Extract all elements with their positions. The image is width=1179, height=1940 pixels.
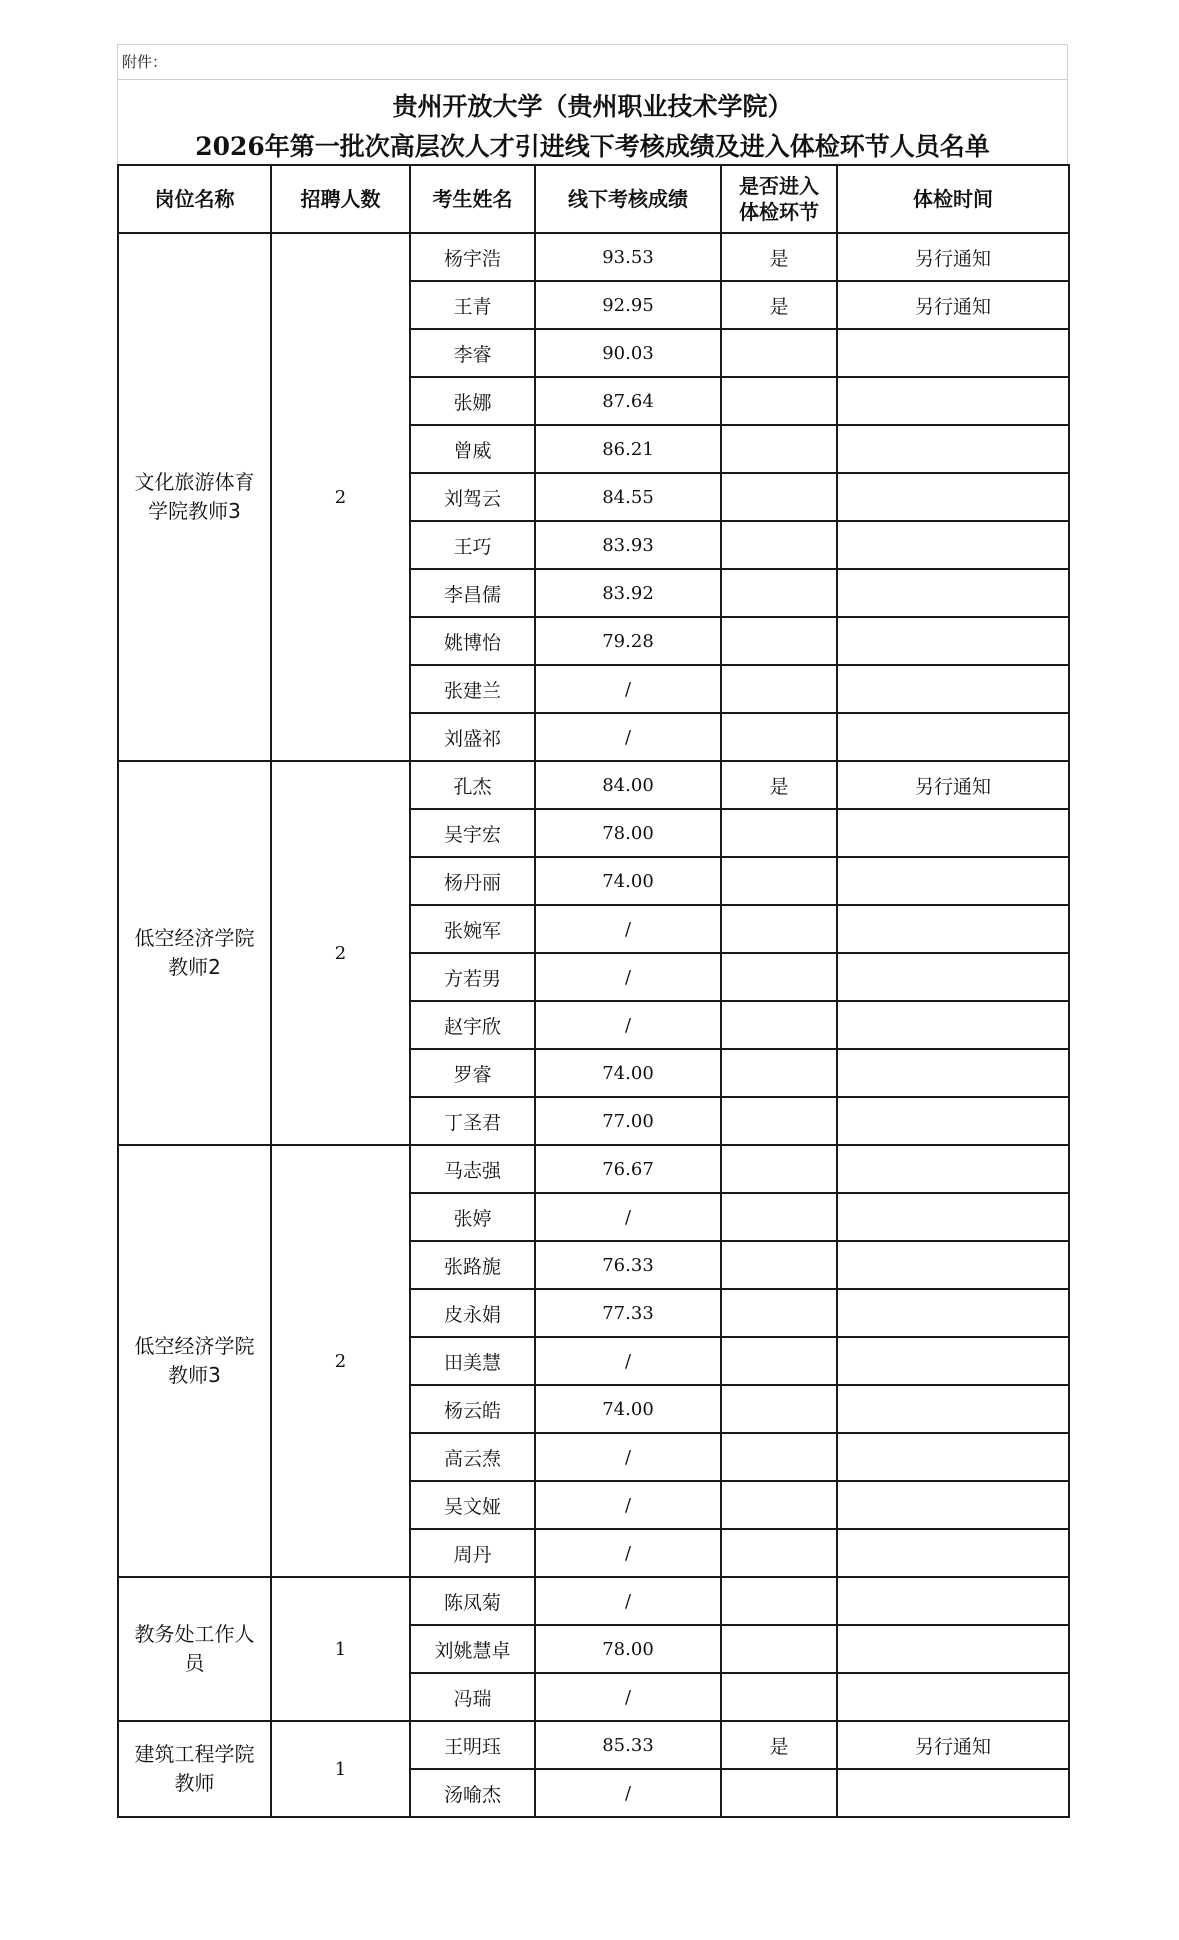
candidate-name: 刘盛祁 — [410, 713, 535, 761]
candidate-name: 吴文娅 — [410, 1481, 535, 1529]
candidate-name: 杨丹丽 — [410, 857, 535, 905]
col-header-quota: 招聘人数 — [271, 165, 410, 233]
exam-time-cell — [837, 1097, 1069, 1145]
exam-time-cell — [837, 665, 1069, 713]
col-header-exam-time: 体检时间 — [837, 165, 1069, 233]
exam-time-cell — [837, 521, 1069, 569]
position-name: 教务处工作人员 — [134, 1622, 255, 1675]
document — [117, 44, 1068, 1818]
enter-exam-cell — [721, 329, 837, 377]
candidate-name: 田美慧 — [410, 1337, 535, 1385]
score-cell: 74.00 — [535, 1385, 721, 1433]
score-cell: 77.33 — [535, 1289, 721, 1337]
col-header-position: 岗位名称 — [118, 165, 271, 233]
table-row — [118, 1721, 1069, 1769]
enter-exam-cell — [721, 569, 837, 617]
position-cell — [118, 233, 271, 761]
candidate-name: 张娜 — [410, 377, 535, 425]
candidate-name: 汤喻杰 — [410, 1769, 535, 1817]
enter-exam-cell — [721, 1481, 837, 1529]
score-cell: 93.53 — [535, 233, 721, 281]
position-name: 低空经济学院教师3 — [134, 1334, 255, 1387]
score-cell: / — [535, 1529, 721, 1577]
candidate-name: 高云焘 — [410, 1433, 535, 1481]
exam-time-cell — [837, 1001, 1069, 1049]
score-cell: / — [535, 953, 721, 1001]
enter-exam-cell — [721, 953, 837, 1001]
score-cell: / — [535, 1337, 721, 1385]
score-cell: 74.00 — [535, 857, 721, 905]
exam-time-cell — [837, 1673, 1069, 1721]
enter-exam-cell — [721, 1529, 837, 1577]
exam-time-cell — [837, 473, 1069, 521]
exam-time-cell — [837, 713, 1069, 761]
score-cell: / — [535, 905, 721, 953]
position-cell — [118, 1145, 271, 1577]
quota-cell: 1 — [271, 1577, 410, 1721]
quota-cell: 2 — [271, 761, 410, 1145]
exam-time-cell — [837, 1433, 1069, 1481]
candidate-name: 吴宇宏 — [410, 809, 535, 857]
candidate-name: 曾威 — [410, 425, 535, 473]
exam-time-cell: 另行通知 — [837, 761, 1069, 809]
enter-exam-cell — [721, 1001, 837, 1049]
candidate-name: 马志强 — [410, 1145, 535, 1193]
candidate-name: 杨宇浩 — [410, 233, 535, 281]
position-name: 建筑工程学院教师 — [134, 1742, 255, 1795]
exam-time-cell — [837, 1481, 1069, 1529]
candidate-name: 张婉军 — [410, 905, 535, 953]
enter-exam-cell — [721, 1625, 837, 1673]
position-name: 文化旅游体育学院教师3 — [134, 470, 255, 523]
exam-time-cell — [837, 1049, 1069, 1097]
exam-time-cell — [837, 905, 1069, 953]
exam-time-cell — [837, 1289, 1069, 1337]
score-cell: 92.95 — [535, 281, 721, 329]
enter-exam-cell: 是 — [721, 761, 837, 809]
table-row — [118, 1145, 1069, 1193]
table-body — [118, 233, 1069, 1817]
table-row — [118, 233, 1069, 281]
score-cell: / — [535, 1481, 721, 1529]
enter-exam-cell: 是 — [721, 233, 837, 281]
position-cell — [118, 1577, 271, 1721]
score-cell: 87.64 — [535, 377, 721, 425]
enter-exam-cell — [721, 1145, 837, 1193]
enter-exam-cell — [721, 425, 837, 473]
exam-time-cell — [837, 1769, 1069, 1817]
enter-exam-cell — [721, 857, 837, 905]
enter-exam-cell — [721, 1337, 837, 1385]
enter-exam-cell — [721, 713, 837, 761]
score-cell: 77.00 — [535, 1097, 721, 1145]
enter-exam-cell — [721, 473, 837, 521]
score-cell: 83.92 — [535, 569, 721, 617]
score-cell: / — [535, 665, 721, 713]
candidate-name: 李昌儒 — [410, 569, 535, 617]
enter-exam-cell — [721, 1049, 837, 1097]
exam-time-cell — [837, 1337, 1069, 1385]
enter-exam-cell — [721, 521, 837, 569]
score-cell: 79.28 — [535, 617, 721, 665]
candidate-name: 刘驾云 — [410, 473, 535, 521]
header-row — [118, 165, 1069, 233]
score-cell: 85.33 — [535, 1721, 721, 1769]
enter-exam-cell — [721, 1577, 837, 1625]
candidate-name: 王巧 — [410, 521, 535, 569]
enter-exam-cell — [721, 1769, 837, 1817]
score-cell: / — [535, 1001, 721, 1049]
exam-time-cell — [837, 1241, 1069, 1289]
candidate-name: 李睿 — [410, 329, 535, 377]
score-cell: 76.33 — [535, 1241, 721, 1289]
enter-exam-cell — [721, 1673, 837, 1721]
score-cell: 86.21 — [535, 425, 721, 473]
col-header-enter-exam: 是否进入体检环节 — [721, 165, 837, 233]
candidate-name: 周丹 — [410, 1529, 535, 1577]
exam-time-cell — [837, 425, 1069, 473]
candidate-name: 丁圣君 — [410, 1097, 535, 1145]
candidate-name: 张建兰 — [410, 665, 535, 713]
exam-time-cell — [837, 857, 1069, 905]
score-cell: 84.55 — [535, 473, 721, 521]
candidate-name: 冯瑞 — [410, 1673, 535, 1721]
candidate-name: 杨云皓 — [410, 1385, 535, 1433]
quota-cell: 2 — [271, 233, 410, 761]
score-cell: / — [535, 713, 721, 761]
enter-exam-cell — [721, 905, 837, 953]
results-table — [117, 164, 1070, 1818]
exam-time-cell — [837, 569, 1069, 617]
position-name: 低空经济学院教师2 — [134, 926, 255, 979]
position-cell — [118, 761, 271, 1145]
exam-time-cell — [837, 1193, 1069, 1241]
enter-exam-cell: 是 — [721, 1721, 837, 1769]
candidate-name: 皮永娟 — [410, 1289, 535, 1337]
exam-time-cell — [837, 329, 1069, 377]
exam-time-cell — [837, 1529, 1069, 1577]
candidate-name: 赵宇欣 — [410, 1001, 535, 1049]
enter-exam-cell — [721, 1097, 837, 1145]
score-cell: 78.00 — [535, 1625, 721, 1673]
exam-time-cell — [837, 953, 1069, 1001]
score-cell: / — [535, 1433, 721, 1481]
title-block — [117, 80, 1068, 164]
enter-exam-cell — [721, 617, 837, 665]
score-cell: 74.00 — [535, 1049, 721, 1097]
quota-cell: 2 — [271, 1145, 410, 1577]
candidate-name: 陈凤菊 — [410, 1577, 535, 1625]
candidate-name: 张婷 — [410, 1193, 535, 1241]
candidate-name: 姚博怡 — [410, 617, 535, 665]
exam-time-cell — [837, 1385, 1069, 1433]
score-cell: 83.93 — [535, 521, 721, 569]
candidate-name: 孔杰 — [410, 761, 535, 809]
table-row — [118, 761, 1069, 809]
exam-time-cell — [837, 1145, 1069, 1193]
score-cell: 90.03 — [535, 329, 721, 377]
candidate-name: 刘姚慧卓 — [410, 1625, 535, 1673]
enter-exam-cell — [721, 1241, 837, 1289]
quota-cell: 1 — [271, 1721, 410, 1817]
candidate-name: 方若男 — [410, 953, 535, 1001]
candidate-name: 王青 — [410, 281, 535, 329]
exam-time-cell — [837, 809, 1069, 857]
exam-time-cell: 另行通知 — [837, 1721, 1069, 1769]
exam-time-cell: 另行通知 — [837, 281, 1069, 329]
enter-exam-cell — [721, 665, 837, 713]
score-cell: 76.67 — [535, 1145, 721, 1193]
score-cell: / — [535, 1577, 721, 1625]
candidate-name: 王明珏 — [410, 1721, 535, 1769]
score-cell: / — [535, 1193, 721, 1241]
exam-time-cell — [837, 617, 1069, 665]
position-cell — [118, 1721, 271, 1817]
table-row — [118, 1577, 1069, 1625]
score-cell: / — [535, 1769, 721, 1817]
col-header-score: 线下考核成绩 — [535, 165, 721, 233]
enter-exam-cell — [721, 377, 837, 425]
col-header-name: 考生姓名 — [410, 165, 535, 233]
score-cell: 84.00 — [535, 761, 721, 809]
score-cell: / — [535, 1673, 721, 1721]
candidate-name: 罗睿 — [410, 1049, 535, 1097]
score-cell: 78.00 — [535, 809, 721, 857]
enter-exam-cell — [721, 1193, 837, 1241]
exam-time-cell — [837, 1625, 1069, 1673]
enter-exam-cell — [721, 1385, 837, 1433]
enter-exam-cell: 是 — [721, 281, 837, 329]
title-line-2: 2026年第一批次高层次人才引进线下考核成绩及进入体检环节人员名单 — [195, 132, 990, 161]
exam-time-cell — [837, 1577, 1069, 1625]
candidate-name: 张路旎 — [410, 1241, 535, 1289]
title-line-1: 贵州开放大学（贵州职业技术学院） — [392, 92, 793, 121]
exam-time-cell: 另行通知 — [837, 233, 1069, 281]
enter-exam-cell — [721, 1433, 837, 1481]
enter-exam-cell — [721, 1289, 837, 1337]
enter-exam-cell — [721, 809, 837, 857]
exam-time-cell — [837, 377, 1069, 425]
attachment-label: 附件： — [117, 44, 1068, 80]
